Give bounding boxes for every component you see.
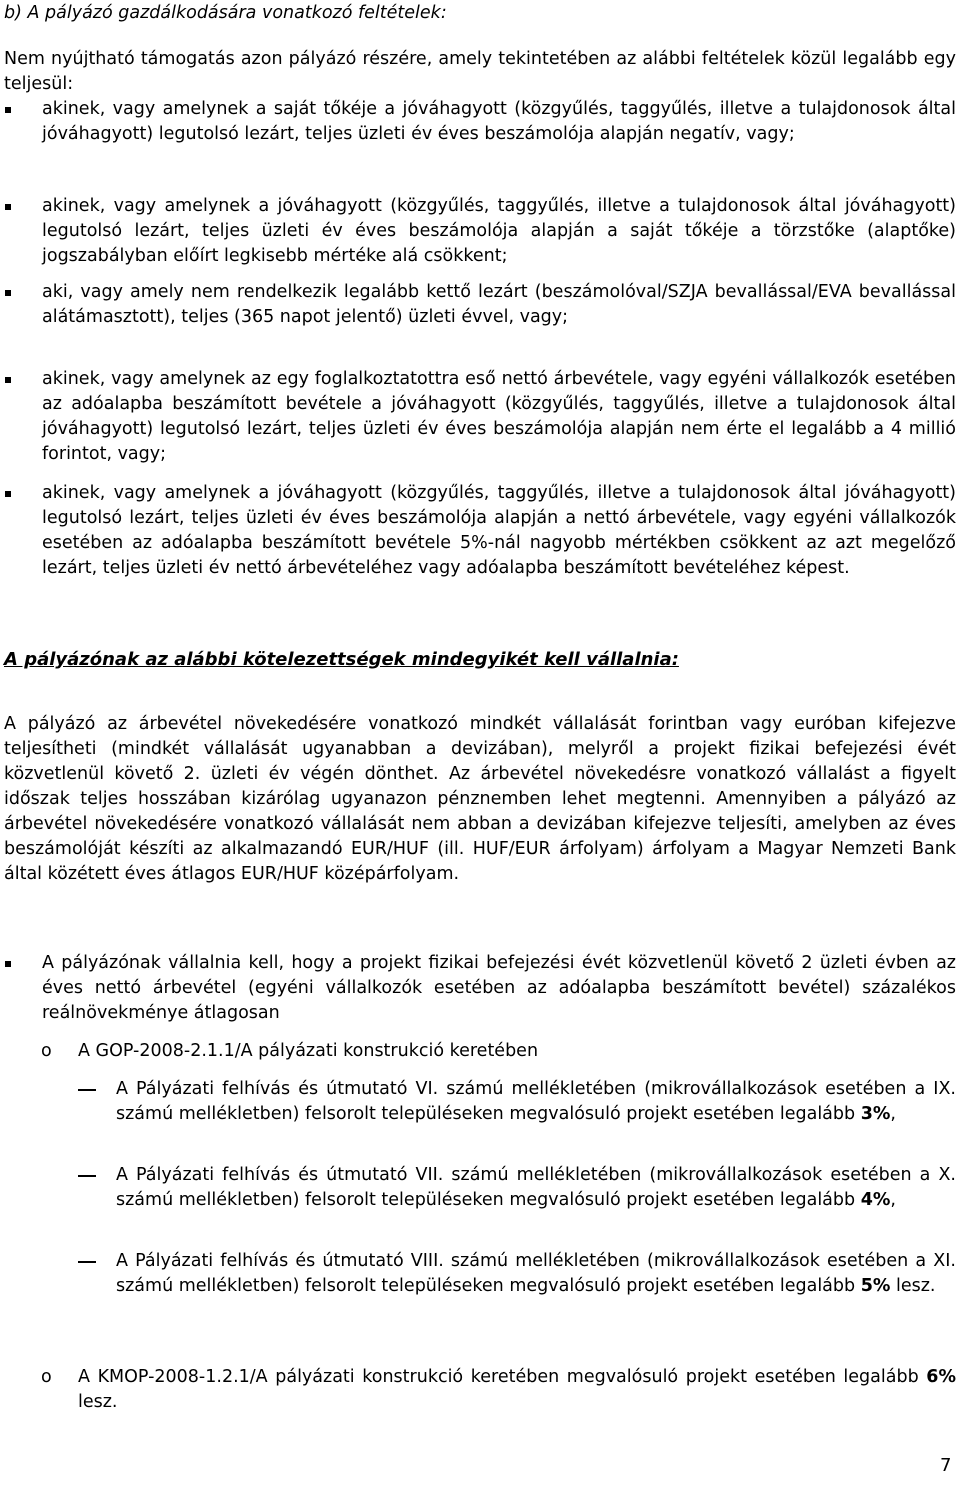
list-item-text: akinek, vagy amelynek az egy foglalkoztatottra eső nettó árbevétele, vagy egyéni vállalkozók esetében az adóalapba beszámított bevétele a jóváhagyott (közgyűlés, taggyűlés, illetve a tulajdonosok által jóváhagyott) legutolsó lezárt, teljes üzleti év éves beszámolója alapján nem érte el legalább a 4 millió forintot, vagy; bbox=[42, 369, 956, 464]
dash-list-item bbox=[78, 1249, 956, 1299]
list-item-text: akinek, vagy amelynek a jóváhagyott (közgyűlés, taggyűlés, illetve a tulajdonosok által jóváhagyott) legutolsó lezárt, teljes üzleti év éves beszámolója alapján a nettó árbevétele, vagy egyéni vállalkozók esetében az adóalapba beszámított bevétele 5%-nál nagyobb mértékben csökkent az azt megelőző lezárt, teljes üzleti év nettó árbevételéhez vagy adóalapba beszámított bevételéhez képest. bbox=[42, 483, 956, 578]
list-item bbox=[4, 951, 956, 1026]
dash-list-item bbox=[78, 1077, 956, 1127]
page-number: 7 bbox=[940, 1455, 952, 1476]
dash-list-item-text: A Pályázati felhívás és útmutató VII. számú mellékletében (mikrovállalkozások esetében a X. számú mellékletben) felsorolt településeken megvalósuló projekt esetében legalább 4%, bbox=[116, 1165, 956, 1210]
dash-bullet-icon bbox=[78, 1175, 96, 1177]
sub-list-item-text: A GOP-2008-2.1.1/A pályázati konstrukció keretében bbox=[78, 1041, 539, 1061]
square-bullet-icon bbox=[4, 194, 24, 210]
sub-list-item-text: A KMOP-2008-1.2.1/A pályázati konstrukció keretében megvalósuló projekt esetében legalább 6% lesz. bbox=[78, 1367, 956, 1412]
list-item-text: aki, vagy amely nem rendelkezik legalább kettő lezárt (beszámolóval/SZJA bevallással/EVA bevallással alátámasztott), teljes (365 napot jelentő) üzleti évvel, vagy; bbox=[42, 282, 956, 327]
section-b-intro: Nem nyújtható támogatás azon pályázó részére, amely tekintetében az alábbi feltételek közül legalább egy teljesül: bbox=[4, 49, 956, 94]
list-item bbox=[4, 194, 956, 269]
percent-value: 3% bbox=[860, 1104, 891, 1124]
percent-value: 5% bbox=[860, 1276, 891, 1296]
dash-list-item-text: A Pályázati felhívás és útmutató VI. számú mellékletében (mikrovállalkozások esetében a IX. számú mellékletben) felsorolt településeken megvalósuló projekt esetében legalább 3%, bbox=[116, 1079, 956, 1124]
percent-value: 6% bbox=[926, 1367, 956, 1387]
sub-list-item-kmop bbox=[41, 1365, 956, 1415]
circle-bullet-icon: o bbox=[41, 1041, 52, 1061]
dash-bullet-icon bbox=[78, 1089, 96, 1091]
dash-list-item bbox=[78, 1163, 956, 1213]
list-item-text: akinek, vagy amelynek a saját tőkéje a jóváhagyott (közgyűlés, taggyűlés, illetve a tulajdonosok által jóváhagyott) legutolsó lezárt, teljes üzleti év éves beszámolója alapján negatív, vagy; bbox=[42, 99, 956, 144]
list-item-text: A pályázónak vállalnia kell, hogy a projekt fizikai befejezési évét közvetlenül követő 2 üzleti évben az éves nettó árbevétel (egyéni vállalkozók esetében az adóalapba beszámított bevétel) százalékos reálnövekménye átlagosan bbox=[42, 953, 956, 1023]
square-bullet-icon bbox=[4, 481, 24, 497]
obligations-paragraph: A pályázó az árbevétel növekedésére vonatkozó mindkét vállalását forintban vagy euróban kifejezve teljesítheti (mindkét vállalását ugyanabban a devizában), melyről a projekt fizikai befejezési évét közvetlenül követő 2. üzleti év végén dönthet. Az árbevétel növekedésre vonatkozó vállalást a figyelt időszak teljes hosszában kizárólag ugyanazon pénznemben lehet megtenni. Amennyiben a pályázó az árbevétel növekedésére vonatkozó vállalását nem abban a devizában kifejezve teljesíti, amelyben az éves beszámolóját készíti az alkalmazandó EUR/HUF (ill. HUF/EUR árfolyam) árfolyam a Magyar Nemzeti Bank által közétett éves átlagos EUR/HUF középárfolyam. bbox=[4, 714, 956, 884]
list-item-text: akinek, vagy amelynek a jóváhagyott (közgyűlés, taggyűlés, illetve a tulajdonosok által jóváhagyott) legutolsó lezárt, teljes üzleti év éves beszámolója alapján a saját tőkéje a törzstőke (alaptőke) jogszabályban előírt legkisebb mértéke alá csökkent; bbox=[42, 196, 956, 266]
list-item bbox=[4, 481, 956, 581]
square-bullet-icon bbox=[4, 951, 24, 967]
list-item bbox=[4, 97, 956, 147]
square-bullet-icon bbox=[4, 280, 24, 296]
list-item bbox=[4, 367, 956, 467]
square-bullet-icon bbox=[4, 367, 24, 383]
section-b-title: b) A pályázó gazdálkodására vonatkozó feltételek: bbox=[4, 3, 447, 23]
square-bullet-icon bbox=[4, 97, 24, 113]
dash-list-item-text: A Pályázati felhívás és útmutató VIII. számú mellékletében (mikrovállalkozások esetében a XI. számú mellékletben) felsorolt településeken megvalósuló projekt esetében legalább 5% lesz. bbox=[116, 1251, 956, 1296]
circle-bullet-icon: o bbox=[41, 1367, 52, 1387]
percent-value: 4% bbox=[860, 1190, 891, 1210]
sub-list-item-gop bbox=[41, 1039, 956, 1064]
obligations-heading: A pályázónak az alábbi kötelezettségek mindegyikét kell vállalnia: bbox=[4, 649, 679, 670]
list-item bbox=[4, 280, 956, 330]
dash-bullet-icon bbox=[78, 1261, 96, 1263]
